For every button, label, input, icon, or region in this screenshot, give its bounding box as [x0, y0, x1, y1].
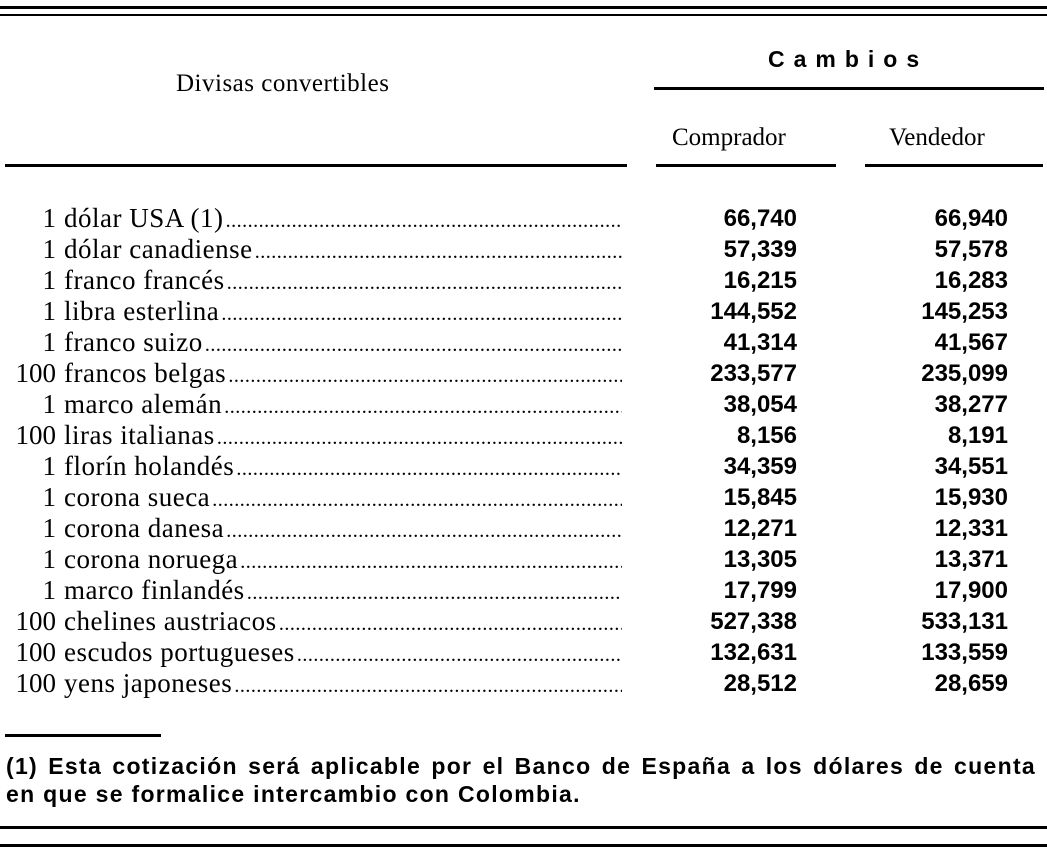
vendedor-header-rule [865, 164, 1043, 167]
bottom-double-rule-lower [0, 844, 1047, 847]
row-sell-rate: 41,567 [934, 329, 1008, 356]
row-buy-rate: 16,215 [723, 267, 797, 294]
row-quantity: 1 [42, 482, 56, 512]
table-row [0, 544, 1047, 575]
footnote-separator [5, 734, 161, 737]
table-row [0, 606, 1047, 637]
row-buy-rate: 13,305 [723, 546, 797, 573]
row-quantity: 100 [15, 420, 56, 450]
row-currency-name: franco francés . . . [64, 265, 622, 301]
row-sell-rate: 66,940 [934, 205, 1008, 232]
row-quantity: 1 [42, 265, 56, 295]
table-row [0, 575, 1047, 606]
row-quantity: 100 [15, 358, 56, 388]
row-buy-rate: 15,845 [723, 484, 797, 511]
row-sell-rate: 15,930 [934, 484, 1008, 511]
row-quantity: 100 [15, 637, 56, 667]
row-currency-name: dólar canadiense . . . [64, 234, 622, 270]
row-currency-name: francos belgas . . . [64, 358, 622, 394]
row-sell-rate: 8,191 [947, 422, 1008, 449]
row-quantity: 1 [42, 389, 56, 419]
table-row [0, 327, 1047, 358]
row-sell-rate: 145,253 [921, 298, 1008, 325]
row-sell-rate: 38,277 [934, 391, 1008, 418]
row-currency-name: yens japoneses . . . [64, 668, 622, 704]
row-currency-name: libra esterlina . . . [64, 296, 622, 332]
table-row [0, 420, 1047, 451]
row-currency-name: liras italianas . . . [64, 420, 622, 456]
row-buy-rate: 57,339 [723, 236, 797, 263]
row-quantity: 1 [42, 327, 56, 357]
row-sell-rate: 34,551 [934, 453, 1008, 480]
row-quantity: 100 [15, 668, 56, 698]
row-currency-name: franco suizo . . . [64, 327, 622, 363]
row-buy-rate: 28,512 [723, 670, 797, 697]
row-currency-name: florín holandés . . . [64, 451, 622, 487]
row-buy-rate: 8,156 [736, 422, 797, 449]
table-row [0, 358, 1047, 389]
row-quantity: 1 [42, 513, 56, 543]
row-quantity: 1 [42, 203, 56, 233]
row-sell-rate: 12,331 [934, 515, 1008, 542]
table-row [0, 637, 1047, 668]
top-double-rule-lower [0, 14, 1047, 16]
row-quantity: 1 [42, 575, 56, 605]
row-currency-name: marco finlandés . . . [64, 575, 622, 611]
column-header-divisas: Divisas convertibles [176, 70, 390, 97]
table-row [0, 296, 1047, 327]
row-currency-name: corona danesa . . . [64, 513, 622, 549]
row-sell-rate: 16,283 [934, 267, 1008, 294]
row-buy-rate: 66,740 [723, 205, 797, 232]
row-sell-rate: 57,578 [934, 236, 1008, 263]
table-row [0, 513, 1047, 544]
row-buy-rate: 132,631 [710, 639, 797, 666]
column-group-header-cambios: Cambios [768, 46, 929, 72]
row-currency-name: corona noruega . . . [64, 544, 622, 580]
table-row [0, 668, 1047, 699]
row-currency-name: corona sueca . . . [64, 482, 622, 518]
row-sell-rate: 13,371 [934, 546, 1008, 573]
table-row [0, 389, 1047, 420]
row-quantity: 1 [42, 234, 56, 264]
exchange-rate-table [0, 203, 1047, 699]
table-row [0, 203, 1047, 234]
row-sell-rate: 28,659 [934, 670, 1008, 697]
divisas-header-rule [5, 164, 627, 167]
cambios-underline [654, 87, 1044, 90]
row-buy-rate: 12,271 [723, 515, 797, 542]
table-row [0, 265, 1047, 296]
row-sell-rate: 133,559 [921, 639, 1008, 666]
row-buy-rate: 38,054 [723, 391, 797, 418]
footnote: (1) Esta cotización será aplicable por el Banco de España a los dólares de cuenta en que se formalice intercambio con Colombia. [6, 753, 1036, 807]
row-currency-name: dólar USA (1) . . . [64, 203, 622, 239]
row-buy-rate: 527,338 [710, 608, 797, 635]
top-double-rule-upper [0, 6, 1047, 9]
row-buy-rate: 41,314 [723, 329, 797, 356]
row-buy-rate: 144,552 [710, 298, 797, 325]
table-row [0, 451, 1047, 482]
column-header-vendedor: Vendedor [889, 124, 985, 151]
row-quantity: 100 [15, 606, 56, 636]
row-sell-rate: 533,131 [921, 608, 1008, 635]
row-buy-rate: 34,359 [723, 453, 797, 480]
table-row [0, 482, 1047, 513]
row-sell-rate: 235,099 [921, 360, 1008, 387]
row-quantity: 1 [42, 451, 56, 481]
column-header-comprador: Comprador [672, 124, 786, 151]
row-buy-rate: 17,799 [723, 577, 797, 604]
row-quantity: 1 [42, 544, 56, 574]
bottom-double-rule-upper [0, 826, 1047, 829]
row-currency-name: marco alemán . . . [64, 389, 622, 425]
row-sell-rate: 17,900 [934, 577, 1008, 604]
row-quantity: 1 [42, 296, 56, 326]
row-currency-name: escudos portugueses . . . [64, 637, 622, 673]
comprador-header-rule [656, 164, 836, 167]
table-row [0, 234, 1047, 265]
row-buy-rate: 233,577 [710, 360, 797, 387]
row-currency-name: chelines austriacos . . . [64, 606, 622, 642]
